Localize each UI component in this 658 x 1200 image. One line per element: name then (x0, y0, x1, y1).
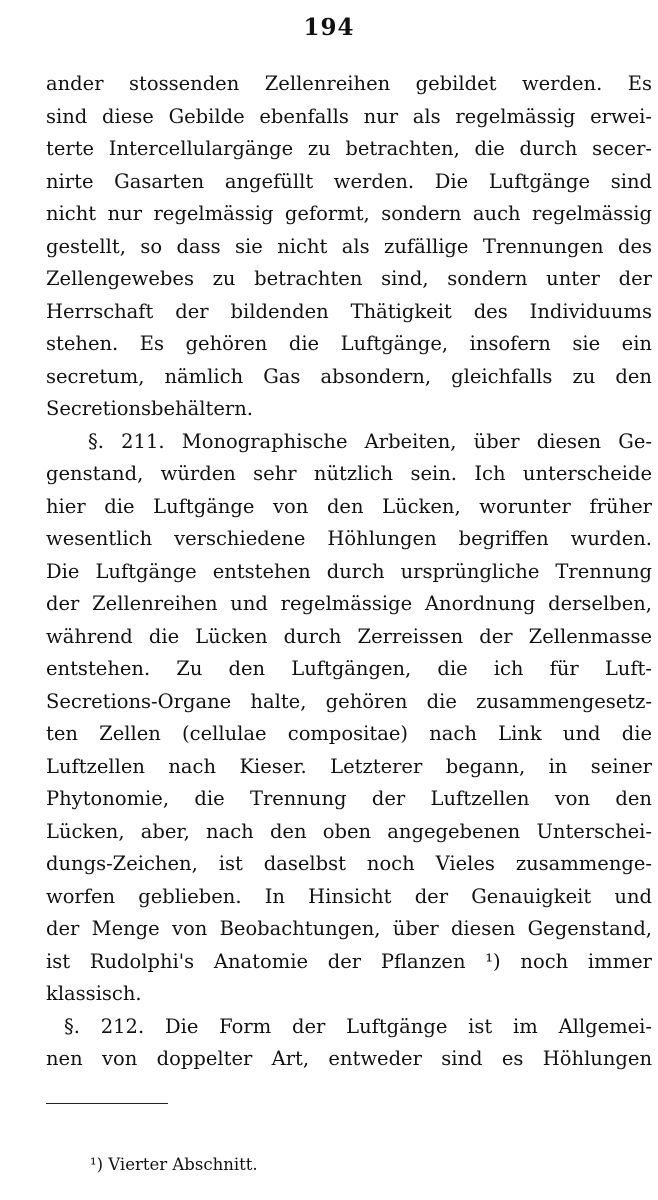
text-line: Lücken, aber, nach den oben angegebenen Unterschei- (46, 819, 652, 843)
footnote: ¹) Vierter Abschnitt. (90, 1155, 258, 1174)
text-line: nirte Gasarten angefüllt werden. Die Luftgänge sind (46, 169, 652, 193)
text-line: während die Lücken durch Zerreissen der Zellenmasse (46, 624, 652, 648)
text-line: ist Rudolphi's Anatomie der Pflanzen ¹) noch immer (46, 949, 652, 973)
text-line: ander stossenden Zellenreihen gebildet werden. Es (46, 72, 652, 95)
text-line: nen von doppelter Art, entweder sind es Höhlungen (46, 1047, 652, 1070)
text-line: terte Intercellulargänge zu betrachten, die durch secer- (46, 137, 652, 160)
text-line: dungs-Zeichen, ist daselbst noch Vieles zusammenge- (46, 852, 652, 875)
text-line: hier die Luftgänge von den Lücken, worunter früher (46, 494, 652, 518)
text-line: secretum, nämlich Gas absondern, gleichfalls zu den (46, 364, 652, 388)
text-line: genstand, würden sehr nützlich sein. Ich unterscheide (46, 462, 652, 485)
text-line: entstehen. Zu den Luftgängen, die ich für Luft- (46, 657, 652, 680)
text-line: nicht nur regelmässig geformt, sondern auch regelmässig (46, 202, 652, 225)
text-line: der Menge von Beobachtungen, über diesen Gegenstand, (46, 917, 652, 940)
text-line: Phytonomie, die Trennung der Luftzellen von den (46, 787, 652, 810)
text-line: stehen. Es gehören die Luftgänge, insofern sie ein (46, 332, 652, 355)
text-line: worfen geblieben. In Hinsicht der Genauigkeit und (46, 884, 652, 908)
text-line: Secretions-Organe halte, gehören die zusammengesetz- (46, 689, 652, 713)
text-line: Secretionsbehältern. (46, 397, 253, 420)
text-line: ten Zellen (cellulae compositae) nach Link und die (46, 722, 652, 745)
page-number: 194 (303, 14, 355, 41)
text-line: wesentlich verschiedene Höhlungen begriffen wurden. (46, 527, 652, 550)
text-line: klassisch. (46, 982, 142, 1005)
text-line: gestellt, so dass sie nicht als zufällige Trennungen des (46, 234, 652, 258)
text-line: Herrschaft der bildenden Thätigkeit des Individuums (46, 299, 652, 323)
section-212-start: §. 212. Die Form der Luftgänge ist im Allgemei- (64, 1014, 652, 1038)
section-211-start: §. 211. Monographische Arbeiten, über diesen Ge- (88, 429, 652, 453)
footnote-rule (46, 1103, 168, 1104)
body-text (46, 68, 652, 1076)
text-line: sind diese Gebilde ebenfalls nur als regelmässig erwei- (46, 104, 652, 128)
text-line: Die Luftgänge entstehen durch ursprüngliche Trennung (46, 559, 652, 583)
text-line: Luftzellen nach Kieser. Letzterer begann, in seiner (46, 754, 652, 778)
text-line: Zellengewebes zu betrachten sind, sondern unter der (46, 267, 652, 290)
text-line: der Zellenreihen und regelmässige Anordnung derselben, (46, 592, 652, 615)
